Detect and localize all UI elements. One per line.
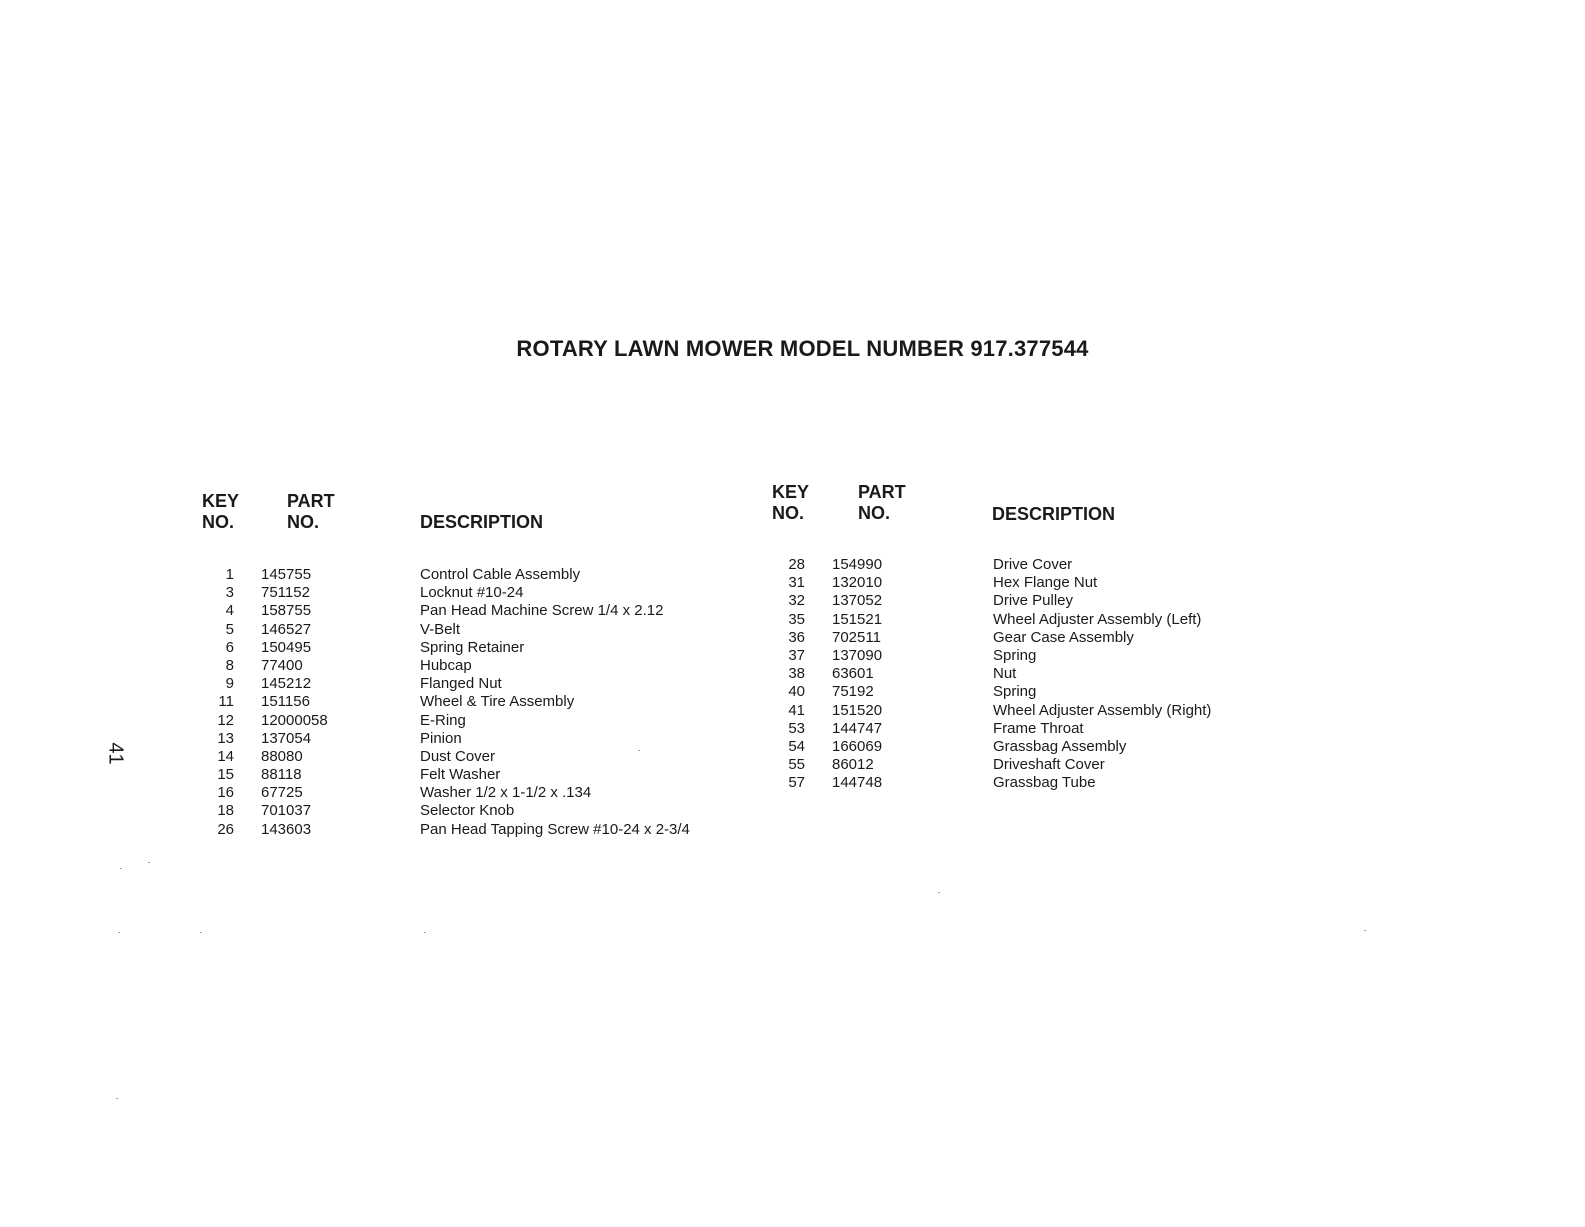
part-number: 86012 (832, 756, 874, 774)
scan-speck (148, 862, 150, 863)
part-row (775, 556, 1255, 574)
part-description: Drive Cover (993, 556, 1073, 573)
part-row (204, 566, 744, 584)
key-number: 26 (217, 820, 234, 838)
left-parts-list (204, 566, 744, 839)
right-key-header-line1: KEY (772, 482, 810, 502)
part-number: 144747 (832, 719, 883, 737)
part-number: 75192 (832, 683, 874, 701)
part-number: 137052 (832, 592, 883, 610)
right-part-header (858, 482, 906, 524)
key-number: 53 (788, 719, 805, 737)
part-description: Spring Retainer (420, 638, 525, 656)
part-description: Grassbag Assembly (993, 737, 1127, 755)
part-description: Pan Head Machine Screw 1/4 x 2.12 (420, 602, 664, 620)
part-row (204, 821, 744, 839)
part-number: 63601 (832, 665, 874, 683)
part-row (775, 738, 1255, 756)
key-number: 14 (217, 747, 234, 765)
left-description-header: DESCRIPTION (420, 512, 544, 532)
part-number: 166069 (832, 737, 883, 755)
part-number: 151156 (261, 693, 310, 711)
part-description: Dust Cover (420, 747, 496, 765)
part-row (775, 720, 1255, 738)
part-description: Selector Knob (420, 802, 515, 820)
key-number: 3 (225, 584, 234, 602)
right-parts-list (775, 556, 1255, 792)
scan-speck (938, 892, 940, 893)
key-number: 36 (788, 628, 805, 646)
scan-speck (118, 932, 120, 933)
part-row (204, 712, 744, 730)
part-row (204, 584, 744, 602)
part-row (775, 756, 1255, 774)
part-number: 702511 (832, 628, 881, 646)
left-part-header (287, 491, 335, 533)
left-key-header-line2: NO. (202, 512, 235, 532)
key-number: 40 (788, 683, 805, 701)
part-row (204, 639, 744, 657)
key-number: 5 (225, 620, 234, 638)
right-description-header: DESCRIPTION (992, 504, 1116, 524)
right-part-header-line1: PART (858, 482, 906, 502)
part-row (775, 629, 1255, 647)
part-row (775, 702, 1255, 720)
part-row (204, 693, 744, 711)
part-number: 145212 (261, 675, 312, 693)
part-description: Pan Head Tapping Screw #10-24 x 2-3/4 (420, 820, 690, 838)
part-description: Wheel Adjuster Assembly (Left) (993, 610, 1202, 628)
key-number: 41 (788, 701, 805, 719)
part-description: Drive Pulley (993, 592, 1074, 610)
key-number: 15 (217, 766, 234, 784)
key-number: 38 (788, 665, 805, 683)
scan-speck (116, 1098, 118, 1099)
part-description: Locknut #10-24 (420, 584, 524, 602)
part-description: E-Ring (420, 711, 466, 729)
key-number: 31 (788, 574, 805, 592)
left-part-header-line2: NO. (287, 512, 320, 532)
scan-speck (1364, 930, 1366, 931)
part-description: Hex Flange Nut (993, 574, 1098, 592)
page-title: ROTARY LAWN MOWER MODEL NUMBER 917.377544 (516, 336, 1089, 361)
part-description: Driveshaft Cover (993, 756, 1105, 774)
part-row (204, 657, 744, 675)
key-number: 4 (225, 602, 234, 620)
key-number: 9 (225, 675, 234, 693)
left-key-header (202, 491, 239, 533)
part-number: 88080 (261, 747, 303, 765)
key-number: 11 (218, 693, 234, 711)
part-description: Grassbag Tube (993, 774, 1096, 792)
part-row (775, 774, 1255, 792)
part-row (204, 675, 744, 693)
part-number: 132010 (832, 574, 883, 592)
part-row (204, 621, 744, 639)
part-number: 12000058 (261, 711, 328, 729)
part-number: 88118 (261, 766, 302, 784)
part-row (204, 748, 744, 766)
key-number: 28 (788, 556, 805, 573)
part-number: 137090 (832, 646, 883, 664)
part-description: Control Cable Assembly (420, 566, 581, 583)
part-description: Spring (993, 683, 1037, 701)
part-row (775, 647, 1255, 665)
part-description: V-Belt (420, 620, 461, 638)
scan-speck (638, 750, 640, 751)
right-key-header (772, 482, 809, 524)
part-description: Spring (993, 646, 1037, 664)
part-row (775, 592, 1255, 610)
part-description: Pinion (420, 729, 462, 747)
part-number: 150495 (261, 638, 312, 656)
key-number: 54 (788, 737, 805, 755)
part-number: 137054 (261, 729, 312, 747)
key-number: 35 (788, 610, 805, 628)
page-number: 41 (104, 742, 127, 765)
scan-speck (424, 932, 426, 933)
key-number: 8 (225, 656, 234, 674)
part-description: Flanged Nut (420, 675, 502, 693)
part-description: Wheel Adjuster Assembly (Right) (993, 701, 1212, 719)
part-description: Nut (993, 665, 1017, 683)
part-number: 146527 (261, 620, 312, 638)
key-number: 1 (225, 566, 234, 583)
key-number: 6 (225, 638, 234, 656)
part-number: 151521 (832, 610, 883, 628)
key-number: 18 (217, 802, 234, 820)
part-description: Wheel & Tire Assembly (420, 693, 575, 711)
key-number: 57 (788, 774, 805, 792)
right-key-header-line2: NO. (772, 503, 805, 523)
part-description: Washer 1/2 x 1-1/2 x .134 (420, 784, 592, 802)
key-number: 12 (217, 711, 234, 729)
key-number: 32 (788, 592, 805, 610)
left-key-header-line1: KEY (202, 491, 240, 511)
part-row (204, 802, 744, 820)
part-row (775, 611, 1255, 629)
key-number: 37 (788, 646, 805, 664)
part-row (204, 766, 744, 784)
part-number: 154990 (832, 556, 883, 573)
part-row (204, 602, 744, 620)
part-description: Gear Case Assembly (993, 628, 1134, 646)
part-number: 701037 (261, 802, 312, 820)
part-description: Hubcap (420, 656, 472, 674)
part-number: 751152 (261, 584, 310, 602)
part-row (775, 665, 1255, 683)
scan-speck (200, 932, 202, 933)
part-description: Frame Throat (993, 719, 1084, 737)
part-number: 67725 (261, 784, 303, 802)
left-part-header-line1: PART (287, 491, 335, 511)
part-row (775, 683, 1255, 701)
key-number: 13 (217, 729, 234, 747)
part-row (775, 574, 1255, 592)
part-number: 77400 (261, 656, 303, 674)
part-row (204, 784, 744, 802)
scan-speck (120, 868, 122, 869)
part-number: 151520 (832, 701, 883, 719)
part-number: 158755 (261, 602, 312, 620)
part-number: 143603 (261, 820, 312, 838)
part-row (204, 730, 744, 748)
key-number: 16 (217, 784, 234, 802)
part-description: Felt Washer (420, 766, 501, 784)
part-number: 145755 (261, 566, 312, 583)
right-part-header-line2: NO. (858, 503, 891, 523)
part-number: 144748 (832, 774, 883, 792)
key-number: 55 (788, 756, 805, 774)
